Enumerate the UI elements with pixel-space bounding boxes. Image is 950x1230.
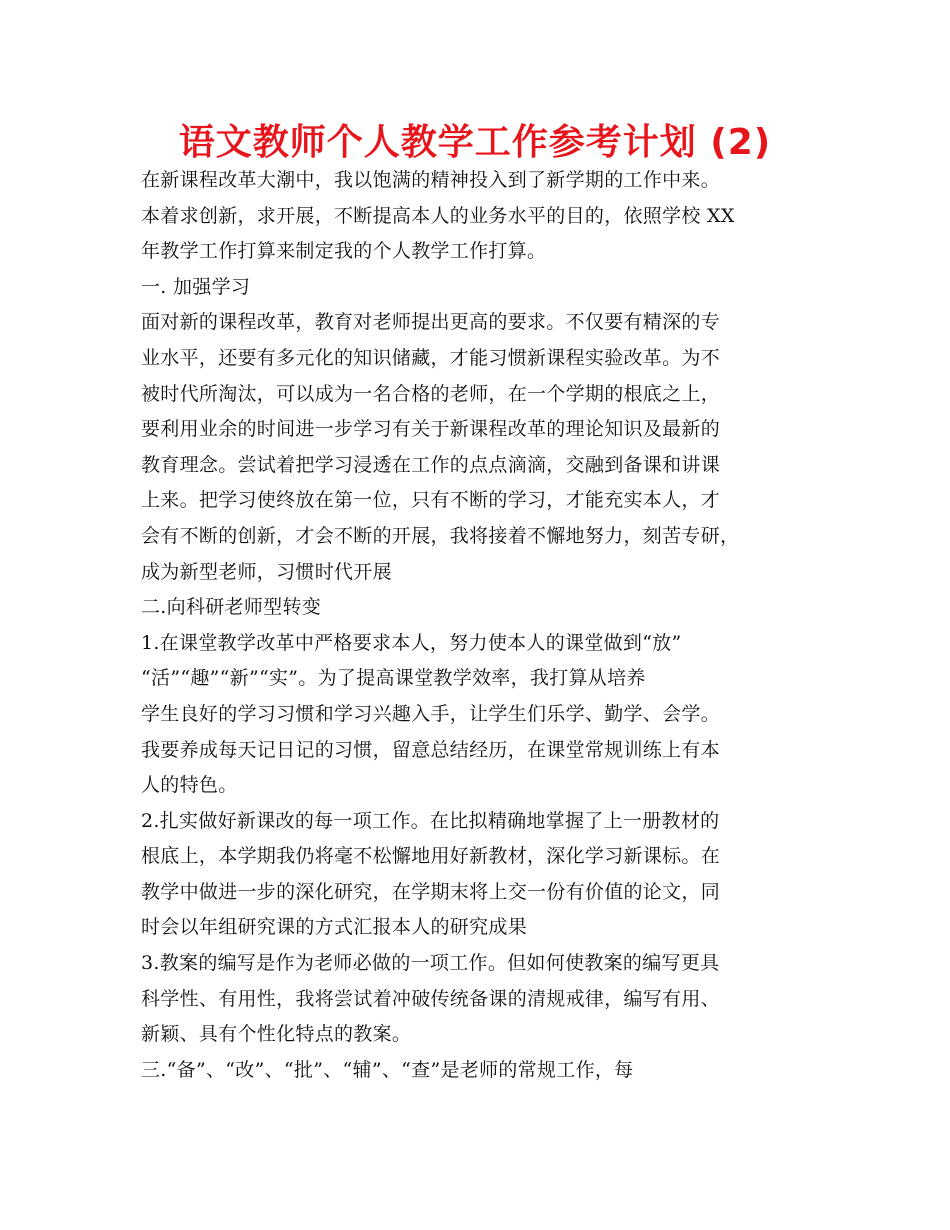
- section-heading-2: 二.向科研老师型转变: [141, 596, 322, 619]
- body-line: 3.教案的编写是作为老师必做的一项工作。但如何使教案的编写更具: [141, 952, 720, 975]
- body-line: 时会以年组研究课的方式汇报本人的研究成果: [141, 916, 528, 939]
- body-line: 年教学工作打算来制定我的个人教学工作打算。: [141, 240, 547, 263]
- body-line: 被时代所淘汰，可以成为一名合格的老师，在一个学期的根底之上，: [141, 382, 721, 405]
- section-heading-1: 一. 加强学习: [141, 275, 251, 298]
- body-line: 新颖、具有个性化特点的教案。: [141, 1023, 412, 1046]
- body-line: 2.扎实做好新课改的每一项工作。在比拟精确地掌握了上一册教材的: [141, 809, 720, 832]
- body-line: “活”“趣”“新”“实”。为了提高课堂教学效率，我打算从培养: [141, 667, 646, 690]
- body-line: 科学性、有用性，我将尝试着冲破传统备课的清规戒律，编写有用、: [141, 987, 721, 1010]
- body-line: 面对新的课程改革，教育对老师提出更高的要求。不仅要有精深的专: [141, 311, 721, 334]
- body-line: 人的特色。: [141, 774, 238, 797]
- body-line: 要利用业余的时间进一步学习有关于新课程改革的理论知识及最新的: [141, 418, 721, 441]
- body-line: 会有不断的创新，才会不断的开展，我将接着不懈地努力，刻苦专研，: [141, 524, 740, 547]
- body-line: 业水平，还要有多元化的知识储藏，才能习惯新课程实验改革。为不: [141, 346, 721, 369]
- document-body: [141, 163, 831, 1088]
- body-line: 教学中做进一步的深化研究，在学期末将上交一份有价值的论文，同: [141, 880, 721, 903]
- body-line: 本着求创新，求开展，不断提高本人的业务水平的目的，依照学校 XX: [141, 204, 735, 227]
- body-line: 1.在课堂教学改革中严格要求本人，努力使本人的课堂做到“放”: [141, 631, 682, 654]
- document-title: 语文教师个人教学工作参考计划 (2): [178, 122, 772, 163]
- body-line: 教育理念。尝试着把学习浸透在工作的点点滴滴，交融到备课和讲课: [141, 453, 721, 476]
- section-heading-3: 三.“备”、“改”、“批”、“辅”、“查”是老师的常规工作，每: [141, 1058, 634, 1081]
- body-line: 根底上，本学期我仍将毫不松懈地用好新教材，深化学习新课标。在: [141, 845, 721, 868]
- body-line: 上来。把学习使终放在第一位，只有不断的学习，才能充实本人，才: [141, 489, 721, 512]
- body-line: 学生良好的学习习惯和学习兴趣入手，让学生们乐学、勤学、会学。: [141, 702, 721, 725]
- body-line: 成为新型老师，习惯时代开展: [141, 560, 392, 583]
- body-line: 在新课程改革大潮中，我以饱满的精神投入到了新学期的工作中来。: [141, 169, 721, 191]
- body-line: 我要养成每天记日记的习惯，留意总结经历，在课堂常规训练上有本: [141, 738, 721, 761]
